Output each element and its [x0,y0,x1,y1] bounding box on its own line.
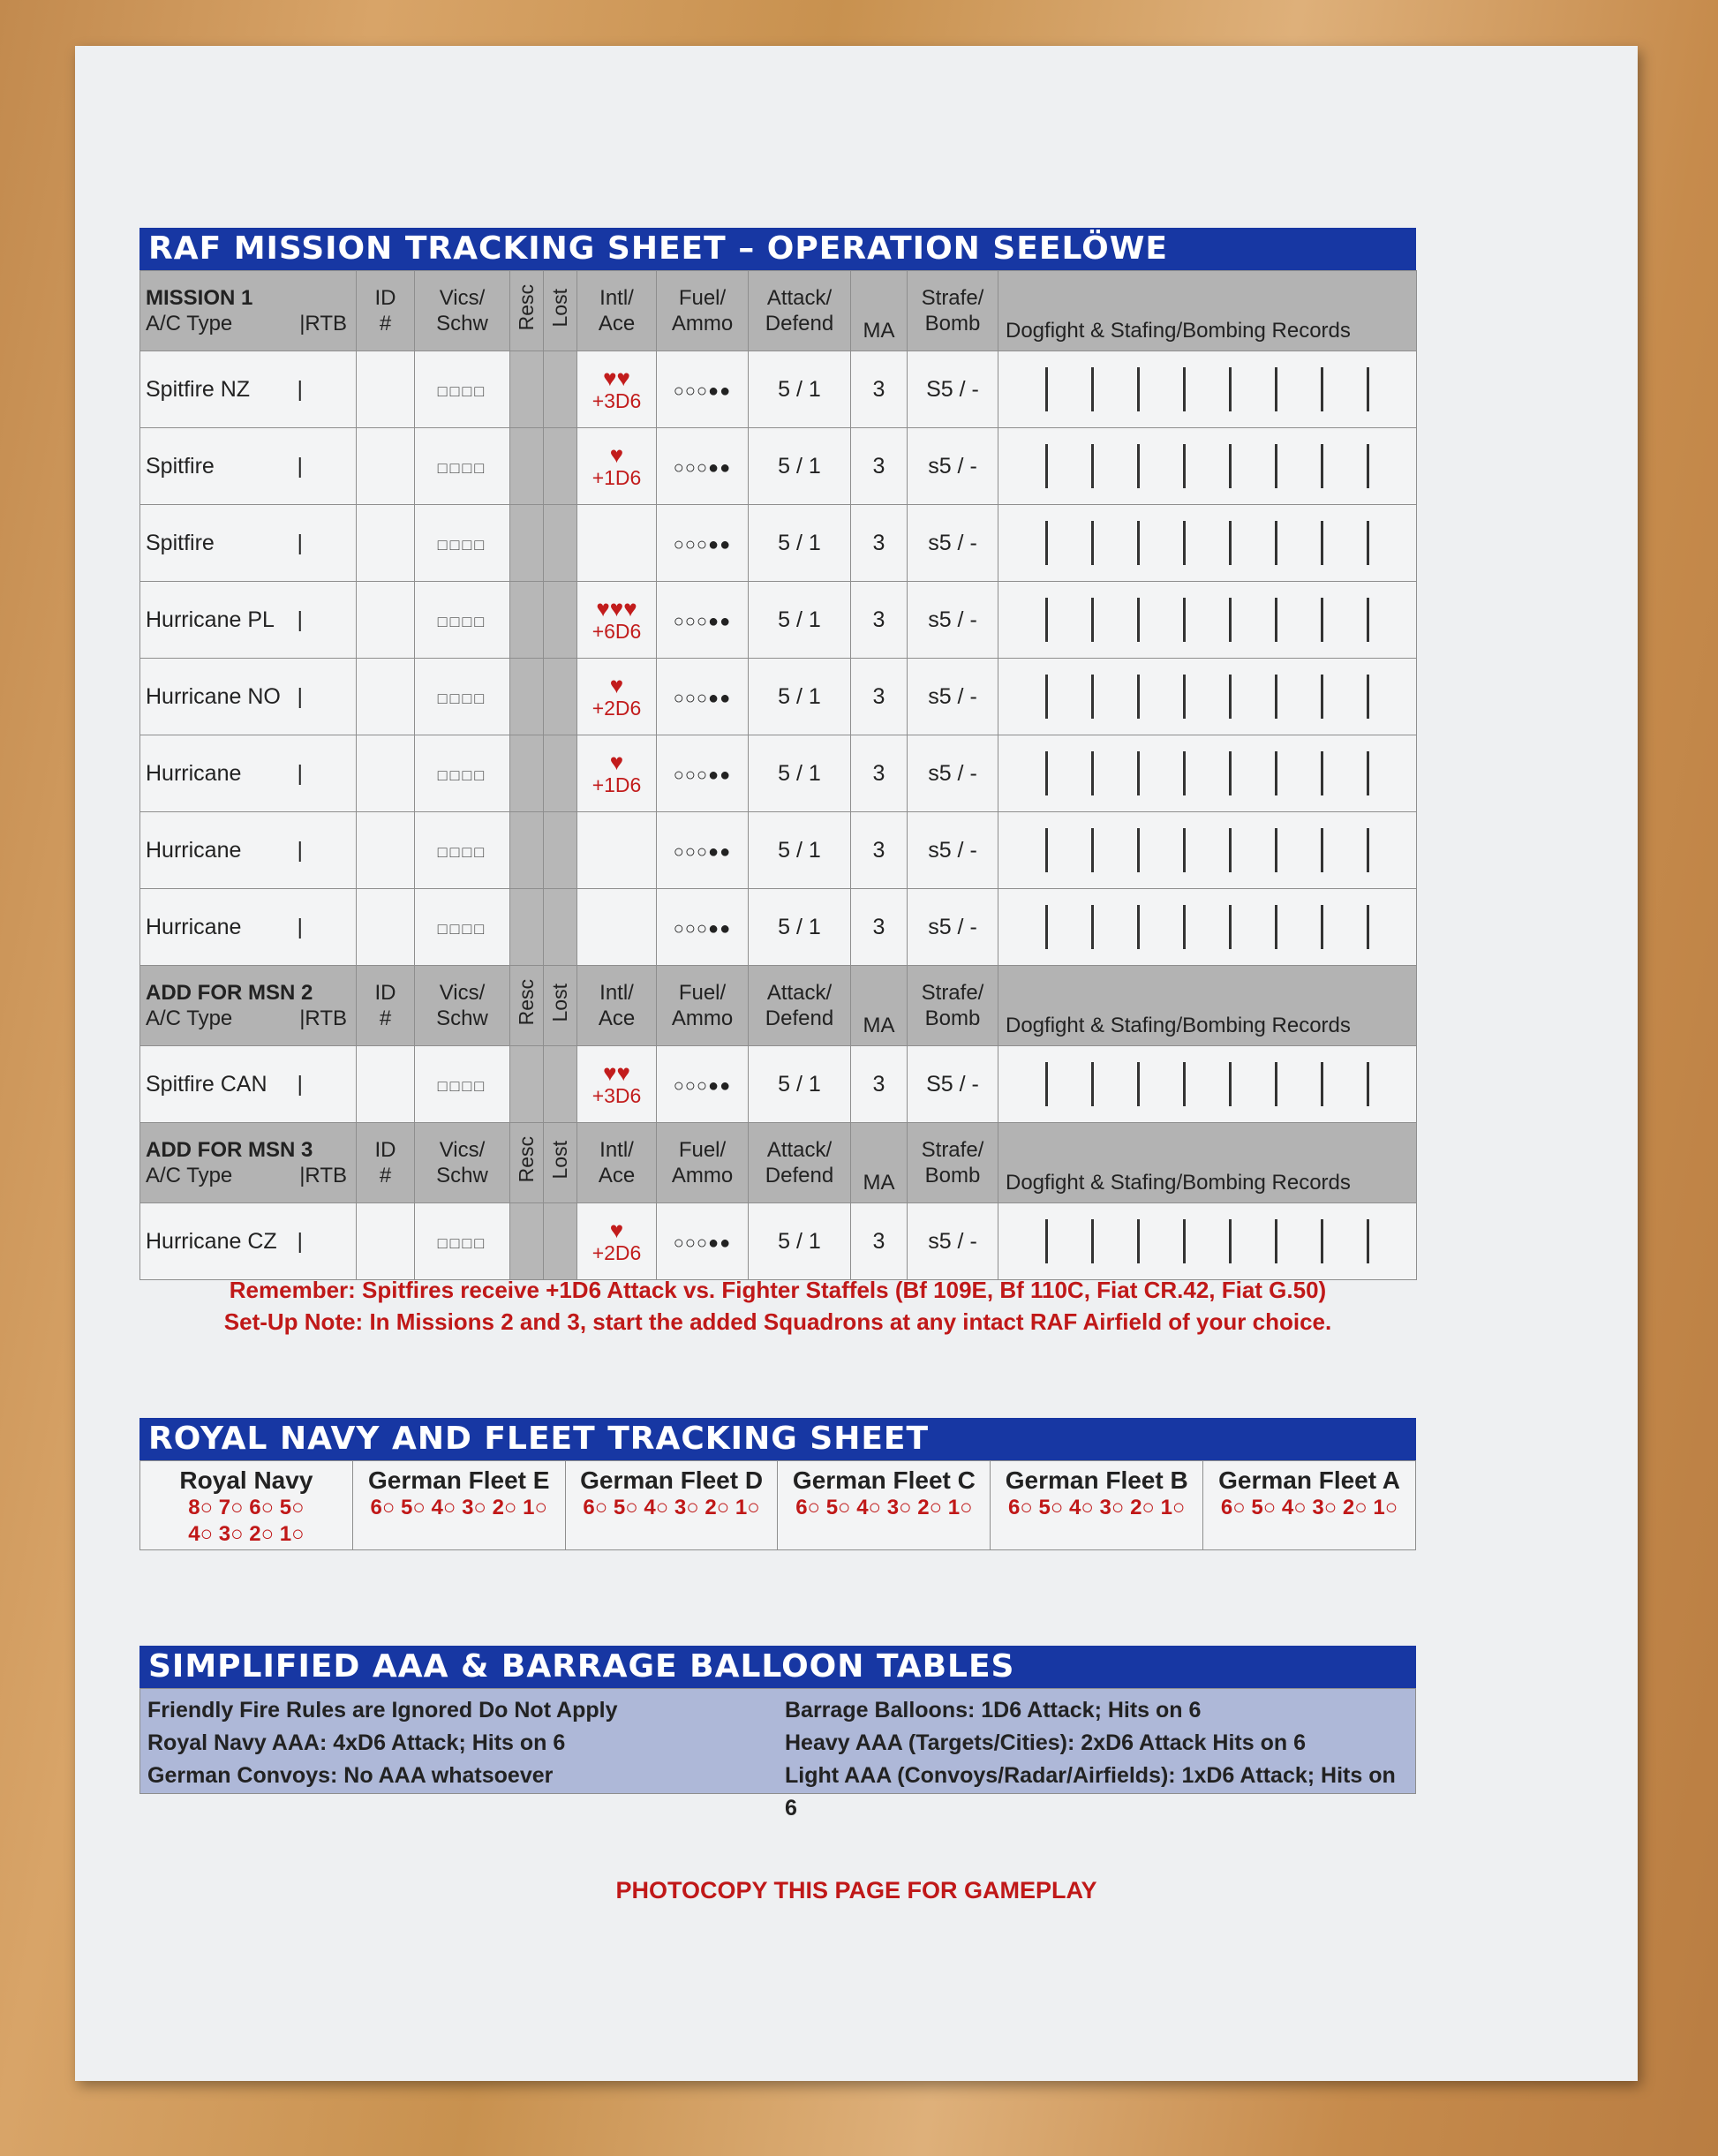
vics-cell[interactable]: □□□□ [415,889,510,966]
id-cell[interactable] [357,582,415,659]
fuel-ammo-cell[interactable]: ○○○●● [657,505,749,582]
ace-cell [577,505,657,582]
record-tick [1137,905,1140,949]
records-cell[interactable] [998,505,1417,582]
record-tick [1321,675,1323,719]
record-tick [1137,598,1140,642]
aaa-rule: Heavy AAA (Targets/Cities): 2xD6 Attack Hits on 6 [785,1730,1306,1755]
attack-cell: 5 / 1 [749,1046,851,1123]
id-cell[interactable] [357,505,415,582]
lost-cell[interactable] [544,1046,577,1123]
vics-cell[interactable]: □□□□ [415,582,510,659]
record-tick [1229,598,1232,642]
fleet-cell[interactable]: German Fleet B 6○ 5○ 4○ 3○ 2○ 1○ [991,1461,1203,1550]
record-tick [1183,367,1186,411]
fuel-ammo-cell[interactable]: ○○○●● [657,659,749,735]
record-tick [1137,521,1140,565]
header-attack: Attack/ Defend [749,1123,851,1203]
record-tick [1045,521,1048,565]
record-tick [1229,1062,1232,1106]
id-cell[interactable] [357,735,415,812]
record-tick [1091,1219,1094,1263]
record-tick [1367,1062,1369,1106]
ace-cell: ♥♥ +3D6 [577,351,657,428]
header-actype: ADD FOR MSN 2 A/C Type |RTB [140,966,357,1046]
header-vics: Vics/ Schw [415,271,510,351]
record-tick [1045,367,1048,411]
lost-cell[interactable] [544,1203,577,1280]
id-cell[interactable] [357,812,415,889]
table-row [140,1046,1417,1123]
resc-cell[interactable] [510,812,544,889]
ace-cell: ♥♥♥ +6D6 [577,582,657,659]
header-actype: ADD FOR MSN 3 A/C Type |RTB [140,1123,357,1203]
resc-cell[interactable] [510,351,544,428]
table-header-row [140,966,1417,1046]
record-tick [1091,751,1094,795]
record-tick [1229,675,1232,719]
header-attack: Attack/ Defend [749,271,851,351]
records-cell[interactable] [998,1046,1417,1123]
record-tick [1137,444,1140,488]
records-cell[interactable] [998,1203,1417,1280]
vics-cell[interactable]: □□□□ [415,1203,510,1280]
fuel-ammo-cell[interactable]: ○○○●● [657,1046,749,1123]
attack-cell: 5 / 1 [749,889,851,966]
record-tick [1183,675,1186,719]
record-tick [1137,675,1140,719]
record-tick [1321,521,1323,565]
header-strafe: Strafe/ Bomb [908,271,998,351]
fleet-cell[interactable]: Royal Navy 8○ 7○ 6○ 5○ 4○ 3○ 2○ 1○ [140,1461,353,1550]
ace-cell: ♥♥ +3D6 [577,1046,657,1123]
header-strafe: Strafe/ Bomb [908,966,998,1046]
records-cell[interactable] [998,889,1417,966]
ma-cell: 3 [851,735,908,812]
resc-cell[interactable] [510,1203,544,1280]
header-resc: Resc [510,966,544,1046]
record-tick [1275,598,1277,642]
attack-cell: 5 / 1 [749,735,851,812]
id-cell[interactable] [357,428,415,505]
record-tick [1045,675,1048,719]
aircraft-type-cell[interactable]: Spitfire | [140,505,357,582]
aaa-table [139,1688,1416,1821]
vics-cell[interactable]: □□□□ [415,505,510,582]
aaa-right-column [778,1689,1415,1821]
header-records: Dogfight & Stafing/Bombing Records [998,966,1417,1046]
spitfire-note: Remember: Spitfires receive +1D6 Attack vs. Fighter Staffels (Bf 109E, Bf 110C, Fiat CR.42, Fiat G.50) [229,1277,1327,1303]
raf-section [139,228,1416,1335]
record-tick [1091,1062,1094,1106]
ma-cell: 3 [851,505,908,582]
lost-cell[interactable] [544,428,577,505]
record-tick [1091,444,1094,488]
fuel-ammo-cell[interactable]: ○○○●● [657,351,749,428]
record-tick [1275,521,1277,565]
record-tick [1045,1219,1048,1263]
id-cell[interactable] [357,1046,415,1123]
record-tick [1229,444,1232,488]
record-tick [1367,905,1369,949]
fleet-cell[interactable]: German Fleet E 6○ 5○ 4○ 3○ 2○ 1○ [352,1461,565,1550]
record-tick [1229,521,1232,565]
record-tick [1275,1219,1277,1263]
record-tick [1321,444,1323,488]
header-vics: Vics/ Schw [415,966,510,1046]
ma-cell: 3 [851,582,908,659]
raf-table [139,270,1417,1280]
record-tick [1275,1062,1277,1106]
header-vics: Vics/ Schw [415,1123,510,1203]
header-resc: Resc [510,271,544,351]
id-cell[interactable] [357,659,415,735]
aircraft-type-cell[interactable]: Spitfire | [140,428,357,505]
aaa-section [139,1646,1416,1821]
resc-cell[interactable] [510,735,544,812]
header-fuel: Fuel/ Ammo [657,966,749,1046]
fuel-ammo-cell[interactable]: ○○○●● [657,428,749,505]
record-tick [1321,598,1323,642]
ma-cell: 3 [851,889,908,966]
records-cell[interactable] [998,812,1417,889]
attack-cell: 5 / 1 [749,659,851,735]
header-fuel: Fuel/ Ammo [657,1123,749,1203]
resc-cell[interactable] [510,582,544,659]
aaa-rule: German Convoys: No AAA whatsoever [147,1763,554,1788]
vics-cell[interactable]: □□□□ [415,1046,510,1123]
resc-cell[interactable] [510,1046,544,1123]
ma-cell: 3 [851,659,908,735]
record-tick [1091,598,1094,642]
record-tick [1091,828,1094,872]
navy-table [139,1460,1416,1550]
aaa-rule: Royal Navy AAA: 4xD6 Attack; Hits on 6 [147,1730,566,1755]
aircraft-type-cell[interactable]: Hurricane CZ | [140,1203,357,1280]
aircraft-type-cell[interactable]: Spitfire NZ | [140,351,357,428]
header-strafe: Strafe/ Bomb [908,1123,998,1203]
table-row [140,505,1417,582]
lost-cell[interactable] [544,582,577,659]
ace-cell: ♥ +1D6 [577,428,657,505]
record-tick [1229,905,1232,949]
strafe-cell: s5 / - [908,889,998,966]
record-tick [1137,1219,1140,1263]
ace-cell: ♥ +1D6 [577,735,657,812]
id-cell[interactable] [357,889,415,966]
strafe-cell: s5 / - [908,659,998,735]
strafe-cell: s5 / - [908,735,998,812]
aaa-rule: Barrage Balloons: 1D6 Attack; Hits on 6 [785,1698,1202,1723]
record-tick [1045,1062,1048,1106]
record-tick [1275,367,1277,411]
record-tick [1183,751,1186,795]
aaa-rule: Friendly Fire Rules are Ignored Do Not Apply [147,1698,618,1723]
header-ma: MA [851,271,908,351]
ma-cell: 3 [851,1046,908,1123]
record-tick [1275,444,1277,488]
attack-cell: 5 / 1 [749,582,851,659]
header-lost: Lost [544,271,577,351]
ace-cell [577,812,657,889]
vics-cell[interactable]: □□□□ [415,812,510,889]
record-tick [1045,444,1048,488]
record-tick [1229,828,1232,872]
record-tick [1183,828,1186,872]
table-row [140,812,1417,889]
strafe-cell: s5 / - [908,1203,998,1280]
record-tick [1321,367,1323,411]
header-fuel: Fuel/ Ammo [657,271,749,351]
record-tick [1367,521,1369,565]
table-header-row [140,1123,1417,1203]
strafe-cell: s5 / - [908,812,998,889]
ma-cell: 3 [851,351,908,428]
resc-cell[interactable] [510,889,544,966]
lost-cell[interactable] [544,659,577,735]
resc-cell[interactable] [510,505,544,582]
record-tick [1367,598,1369,642]
header-lost: Lost [544,1123,577,1203]
header-ma: MA [851,966,908,1046]
attack-cell: 5 / 1 [749,428,851,505]
fuel-ammo-cell[interactable]: ○○○●● [657,1203,749,1280]
header-attack: Attack/ Defend [749,966,851,1046]
record-tick [1137,828,1140,872]
aaa-rule: Light AAA (Convoys/Radar/Airfields): 1xD6 Attack; Hits on 6 [785,1763,1396,1821]
record-tick [1091,521,1094,565]
record-tick [1137,1062,1140,1106]
record-tick [1367,367,1369,411]
record-tick [1183,598,1186,642]
record-tick [1091,905,1094,949]
attack-cell: 5 / 1 [749,1203,851,1280]
record-tick [1275,675,1277,719]
records-cell[interactable] [998,659,1417,735]
record-tick [1321,1219,1323,1263]
fuel-ammo-cell[interactable]: ○○○●● [657,735,749,812]
record-tick [1321,905,1323,949]
record-tick [1367,675,1369,719]
table-row [140,582,1417,659]
record-tick [1229,367,1232,411]
attack-cell: 5 / 1 [749,351,851,428]
table-row [140,428,1417,505]
record-tick [1367,828,1369,872]
header-actype: MISSION 1 A/C Type |RTB [140,271,357,351]
aaa-left-column [140,1689,778,1793]
fuel-ammo-cell[interactable]: ○○○●● [657,582,749,659]
records-cell[interactable] [998,582,1417,659]
records-cell[interactable] [998,351,1417,428]
records-cell[interactable] [998,428,1417,505]
fleet-cell[interactable]: German Fleet D 6○ 5○ 4○ 3○ 2○ 1○ [565,1461,778,1550]
id-cell[interactable] [357,351,415,428]
aircraft-type-cell[interactable]: Hurricane | [140,735,357,812]
attack-cell: 5 / 1 [749,812,851,889]
record-tick [1275,905,1277,949]
fleet-cell[interactable]: German Fleet A 6○ 5○ 4○ 3○ 2○ 1○ [1203,1461,1416,1550]
ma-cell: 3 [851,1203,908,1280]
navy-title: ROYAL NAVY AND FLEET TRACKING SHEET [139,1418,1416,1460]
record-tick [1183,1062,1186,1106]
fleet-cell[interactable]: German Fleet C 6○ 5○ 4○ 3○ 2○ 1○ [778,1461,991,1550]
record-tick [1183,521,1186,565]
header-resc: Resc [510,1123,544,1203]
strafe-cell: S5 / - [908,1046,998,1123]
resc-cell[interactable] [510,428,544,505]
resc-cell[interactable] [510,659,544,735]
record-tick [1137,751,1140,795]
ace-cell: ♥ +2D6 [577,1203,657,1280]
record-tick [1045,905,1048,949]
table-row [140,351,1417,428]
record-tick [1183,1219,1186,1263]
records-cell[interactable] [998,735,1417,812]
strafe-cell: s5 / - [908,428,998,505]
table-row [140,889,1417,966]
record-tick [1045,828,1048,872]
header-intl: Intl/ Ace [577,1123,657,1203]
strafe-cell: S5 / - [908,351,998,428]
raf-title: RAF MISSION TRACKING SHEET – OPERATION SEELÖWE [139,228,1416,270]
aaa-title: SIMPLIFIED AAA & BARRAGE BALLOON TABLES [139,1646,1416,1688]
setup-note: Set-Up Note: In Missions 2 and 3, start the added Squadrons at any intact RAF Airfield of your choice. [223,1308,1332,1335]
ma-cell: 3 [851,428,908,505]
lost-cell[interactable] [544,735,577,812]
strafe-cell: s5 / - [908,582,998,659]
record-tick [1275,751,1277,795]
header-id: ID # [357,966,415,1046]
lost-cell[interactable] [544,812,577,889]
table-row [140,659,1417,735]
raf-note [139,1274,1416,1338]
vics-cell[interactable]: □□□□ [415,351,510,428]
ace-cell: ♥ +2D6 [577,659,657,735]
header-intl: Intl/ Ace [577,966,657,1046]
aircraft-type-cell[interactable]: Hurricane PL | [140,582,357,659]
record-tick [1321,1062,1323,1106]
record-tick [1367,1219,1369,1263]
vics-cell[interactable]: □□□□ [415,428,510,505]
record-tick [1275,828,1277,872]
vics-cell[interactable]: □□□□ [415,735,510,812]
record-tick [1045,751,1048,795]
ace-cell [577,889,657,966]
header-id: ID # [357,1123,415,1203]
photocopy-note: PHOTOCOPY THIS PAGE FOR GAMEPLAY [615,1877,1097,1903]
record-tick [1183,444,1186,488]
header-ma: MA [851,1123,908,1203]
record-tick [1321,828,1323,872]
table-header-row [140,271,1417,351]
ma-cell: 3 [851,812,908,889]
navy-section [139,1418,1416,1550]
attack-cell: 5 / 1 [749,505,851,582]
header-records: Dogfight & Stafing/Bombing Records [998,1123,1417,1203]
record-tick [1183,905,1186,949]
record-tick [1045,598,1048,642]
record-tick [1091,367,1094,411]
table-row [140,735,1417,812]
record-tick [1367,751,1369,795]
id-cell[interactable] [357,1203,415,1280]
aircraft-type-cell[interactable]: Hurricane | [140,889,357,966]
fuel-ammo-cell[interactable]: ○○○●● [657,812,749,889]
vics-cell[interactable]: □□□□ [415,659,510,735]
aircraft-type-cell[interactable]: Hurricane NO | [140,659,357,735]
aircraft-type-cell[interactable]: Hurricane | [140,812,357,889]
lost-cell[interactable] [544,889,577,966]
record-tick [1367,444,1369,488]
header-id: ID # [357,271,415,351]
header-intl: Intl/ Ace [577,271,657,351]
record-tick [1321,751,1323,795]
header-lost: Lost [544,966,577,1046]
table-row [140,1203,1417,1280]
header-records: Dogfight & Stafing/Bombing Records [998,271,1417,351]
lost-cell[interactable] [544,505,577,582]
record-tick [1229,1219,1232,1263]
lost-cell[interactable] [544,351,577,428]
record-tick [1137,367,1140,411]
fuel-ammo-cell[interactable]: ○○○●● [657,889,749,966]
record-tick [1091,675,1094,719]
aircraft-type-cell[interactable]: Spitfire CAN | [140,1046,357,1123]
record-tick [1229,751,1232,795]
strafe-cell: s5 / - [908,505,998,582]
